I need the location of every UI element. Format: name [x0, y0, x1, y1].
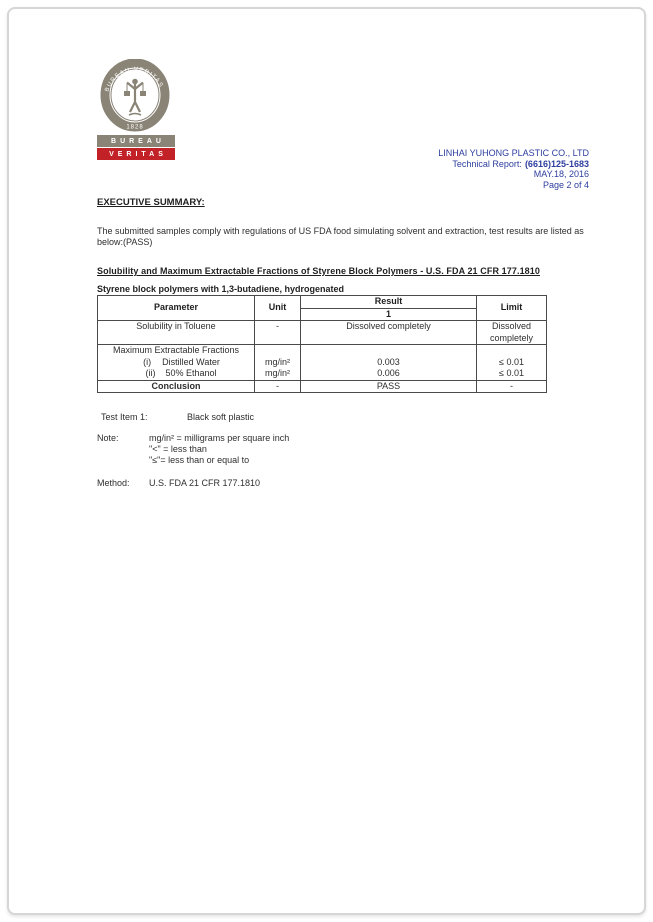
solubility-result: Dissolved completely — [301, 321, 477, 345]
report-page — [7, 7, 646, 915]
method-label: Method: — [97, 478, 130, 488]
extractable-limit-cell — [477, 345, 547, 381]
extractable-group-title: Maximum Extractable Fractions — [112, 345, 240, 355]
document-body — [97, 197, 600, 488]
extractable-row-1-name: Distilled Water — [162, 356, 220, 367]
page-indicator: Page 2 of 4 — [542, 179, 589, 190]
executive-summary-heading: EXECUTIVE SUMMARY: — [97, 197, 205, 208]
extractable-row-2-name: 50% Ethanol — [165, 368, 217, 378]
table-caption: Styrene block polymers with 1,3-butadiene, hydrogenated — [97, 284, 345, 294]
conclusion-label: Conclusion — [98, 380, 255, 393]
bureau-veritas-emblem-icon — [99, 59, 171, 133]
report-number-value: (6616)125-1683 — [524, 158, 589, 169]
method-value: U.S. FDA 21 CFR 177.1810 — [149, 478, 261, 488]
table-row — [98, 321, 547, 345]
extractable-row-2 — [101, 368, 251, 380]
header-result-sub: 1 — [301, 308, 477, 321]
extractable-row-2-result: 0.006 — [377, 368, 400, 378]
report-header — [438, 148, 589, 190]
conclusion-result: PASS — [301, 380, 477, 393]
method-line — [97, 478, 600, 488]
test-item-label: Test Item 1: — [101, 412, 148, 422]
solubility-unit: - — [255, 321, 301, 345]
report-number-label: Technical Report: — [452, 158, 522, 169]
extractable-row-1-unit: mg/in² — [264, 356, 290, 367]
note-line-1: mg/in² = milligrams per square inch — [149, 433, 290, 443]
header-parameter: Parameter — [98, 296, 255, 321]
extractable-row-1-index: (i) — [143, 356, 152, 367]
executive-summary-text: The submitted samples comply with regulations of US FDA food simulating solvent and extraction, test results are listed as below:(PASS) — [97, 226, 584, 247]
bureau-veritas-logo — [97, 59, 177, 160]
note-label: Note: — [97, 433, 119, 443]
note-block — [97, 433, 600, 466]
note-line-2: "<" = less than — [149, 444, 207, 454]
emblem-year: 1828 — [126, 124, 144, 131]
extractable-unit-cell — [255, 345, 301, 381]
conclusion-row — [98, 380, 547, 393]
results-table — [97, 295, 547, 393]
extractable-row-1 — [101, 357, 251, 369]
extractable-parameter-cell — [98, 345, 255, 381]
note-line-3: "≤"= less than or equal to — [149, 455, 250, 465]
solubility-limit: Dissolved completely — [477, 321, 547, 345]
table-row — [98, 345, 547, 381]
emblem-figure-icon — [124, 79, 146, 115]
note-lines — [149, 433, 289, 466]
emblem-ring-text: BUREAU VERITAS — [104, 66, 164, 93]
extractable-row-2-limit: ≤ 0.01 — [499, 368, 524, 378]
header-result: Result — [301, 296, 477, 309]
extractable-row-1-result: 0.003 — [377, 356, 400, 367]
extractable-row-1-limit: ≤ 0.01 — [499, 356, 524, 367]
table-header-row — [98, 296, 547, 309]
test-item-value: Black soft plastic — [187, 412, 255, 422]
report-date: MAY.18, 2016 — [533, 169, 589, 179]
client-company-name: LINHAI YUHONG PLASTIC CO., LTD — [438, 148, 589, 158]
logo-bureau-bar: BUREAU — [97, 135, 175, 147]
conclusion-unit: - — [255, 380, 301, 393]
extractable-row-2-index: (ii) — [145, 368, 156, 378]
header-unit: Unit — [255, 296, 301, 321]
header-limit: Limit — [477, 296, 547, 321]
section-heading: Solubility and Maximum Extractable Fractions of Styrene Block Polymers - U.S. FDA 21 CFR 177.1810 — [97, 266, 540, 276]
logo-veritas-bar: VERITAS — [97, 148, 175, 160]
solubility-parameter: Solubility in Toluene — [98, 321, 255, 345]
test-item-line — [97, 412, 600, 422]
extractable-row-2-unit: mg/in² — [264, 368, 290, 378]
extractable-result-cell — [301, 345, 477, 381]
technical-report-number — [438, 159, 589, 170]
conclusion-limit: - — [477, 380, 547, 393]
